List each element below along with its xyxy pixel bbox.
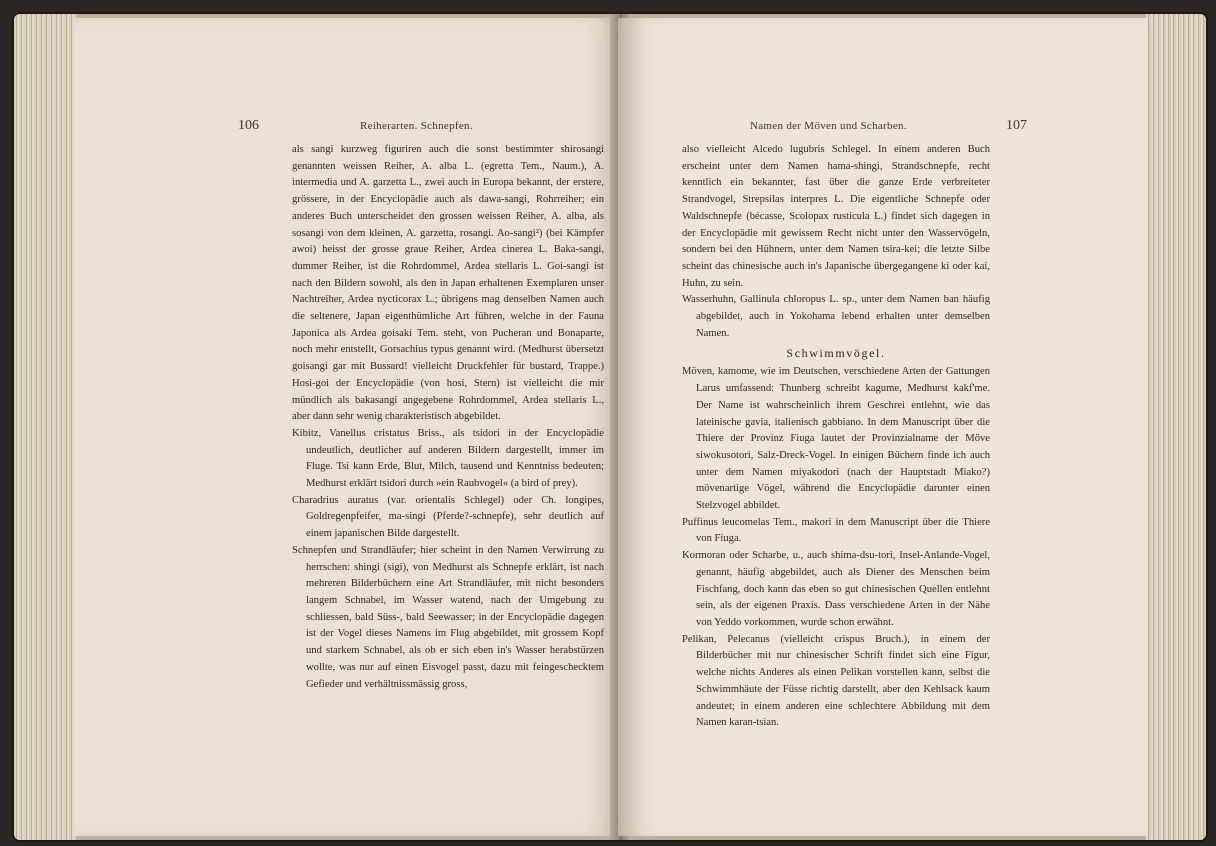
paragraph: Charadrius auratus (var. orientalis Schlegel) oder Ch. longipes, Goldregenpfeifer, ma-singi (Pferde?-schnepfe), sehr deutlich auf einem japanischen Bilde dargestellt. [292,494,604,540]
page-edges-left [14,14,76,840]
paragraph: Möven, kamome, wie im Deutschen, verschiedene Arten der Gattungen Larus umfassend: Thunberg schreibt kagume, Medhurst kakf'me. Der Name ist wahrscheinlich ihrem Geschrei entlehnt, wie das lateinische gavia, italienisch gabbiano. In dem Manuscript über die Thiere der Provinz Fiuga lautet der Provinzialname der Möve siwokusotori, Salz-Dreck-Vogel. In einigen Büchern finde ich auch unter dem Namen miyakodori (nach der Hauptstadt Miako?) mövenartige Vögel, während die Encyclopädie darunter einen Stelzvogel abbildet. [682,366,990,512]
left-page [74,18,624,836]
paragraph: als sangi kurzweg figuriren auch die sonst bestimmter shirosangi genannten weissen Reiher, A. alba L. (egretta Tem., Naum.), A. intermedia und A. garzetta L., zwei auch in Europa bekannt, der erstere, grössere, in der Encyclopädie auch als dawa-sangi, Rohrreiher; ein anderes Buch unterscheidet den grossen weissen Reiher, A. alba, als sosangi von dem kleinen, A. garzetta, rosangi. Ao-sangi²) (bei Kämpfer awoi) heisst der grosse graue Reiher, Ardea cinerea L. Baka-sangi, dummer Reiher, ist die Rohrdommel, Ardea stellaris L. Goi-sangi ist nach den Bildern sowohl, als den in Japan erhaltenen Exemplaren unser Nachtreiher, Ardea nycticorax L.; übrigens mag denselben Namen auch die seltenere, Japan eigenthümliche Art führen, welche in der Fauna Japonica als Ardea goisaki Tem. steht, von Pucheran und Bonaparte, noch mehr entstellt, Gorsachius typus genannt wird. (Medhurst übersetzt goisangi gar mit Bussard! vielleicht Druckfehler für bustard, Trappe.) Hosi-goi der Encyclopädie (von hosi, Stern) ist vielleicht die mir mündlich als bakasangi angegebene Rohrdommel, Ardea stellaris L., aber dann sehr wenig charakteristisch abgebildet. [292,144,604,423]
paragraph: Wasserhuhn, Gallinula chloropus L. sp., unter dem Namen ban häufig abgebildet, auch in Yokohama lebend erhalten unter demselben Namen. [682,294,990,339]
page-number: 107 [1006,118,1027,133]
running-head: Namen der Möven und Scharben. [750,120,907,132]
paragraph: Schnepfen und Strandläufer; hier scheint in den Namen Verwirrung zu herrschen: shingi (sigi), von Medhurst als Schnepfe erklärt, ist nach mehreren Bilderbüchern eine Art Strandläufer, mit nicht besonders langem Schnabel, im Wasser watend, nach der Umgebung zu schliessen, bald Süss-, bald Seewasser; in der Encyclopädie dagegen ist der Vogel dieses Namens im Flug abgebildet, mit grossem Kopf und starkem Schnabel, als ob er sich eben in's Wasser herabstürzen wollte, was nur auf einen Eisvogel passt, dazu mit feingeschecktem Gefieder und verhältnissmässig gross, [292,544,604,690]
page-edges-right [1146,14,1206,840]
right-page [618,18,1148,836]
paragraph: Kormoran oder Scharbe, u., auch shima-dsu-tori, Insel-Anlande-Vogel, genannt, häufig abgebildet, auch als Diener des Menschen beim Fischfang, doch kann das eben so gut chinesischen Quellen entlehnt sein, als der eigenen Praxis. Dass verschiedene Arten in der Nähe von Yeddo vorkommen, wurde schon erwähnt. [682,550,990,628]
paragraph: also vielleicht Alcedo lugubris Schlegel. In einem anderen Buch erscheint unter dem Namen hama-shingi, Strandschnepfe, recht kenntlich ein bekannter, fast über die ganze Erde verbreiteter Strandvogel, Strepsilas interpres L. Die eigentliche Schnepfe oder Waldschnepfe (bécasse, Scolopax rusticula L.) findet sich dagegen in der Encyclopädie mit gewissem Recht nicht unter den Wasservögeln, sondern bei den Hühnern, unter dem Namen tsira-kei; die letzte Silbe scheint das chinesische auch in's Japanische übergegangene ki oder kai, Huhn, zu sein. [682,144,990,289]
paragraph: Pelikan, Pelecanus (vielleicht crispus Bruch.), in einem der Bilderbücher mit nur chinesischer Schrift findet sich eine Figur, welche nichts Anderes als einen Pelikan vorstellen kann, selbst die Schwimmhäute der Füsse richtig darstellt, aber den Kehlsack kaum andeutet; in einem anderen eine schlechtere Abbildung mit dem Namen karan-tsian. [682,633,990,729]
section-heading: Schwimmvögel. [786,346,886,361]
open-book [14,14,1206,840]
paragraph: Puffinus leucomelas Tem., makori in dem Manuscript über die Thiere von Fiuga. [682,516,990,545]
page-number: 106 [238,118,259,133]
left-page-body [292,142,604,693]
right-page-body [682,142,990,732]
paragraph: Kibitz, Vanellus cristatus Briss., als tsidori in der Encyclopädie undeutlich, deutlicher auf anderen Bildern dargestellt, immer im Fluge. Tsi kann Erde, Blut, Milch, tausend und Kenntniss bedeuten; Medhurst erklärt tsidori durch »ein Raubvogel« (a bird of prey). [292,427,604,490]
running-head: Reiherarten. Schnepfen. [360,120,473,132]
